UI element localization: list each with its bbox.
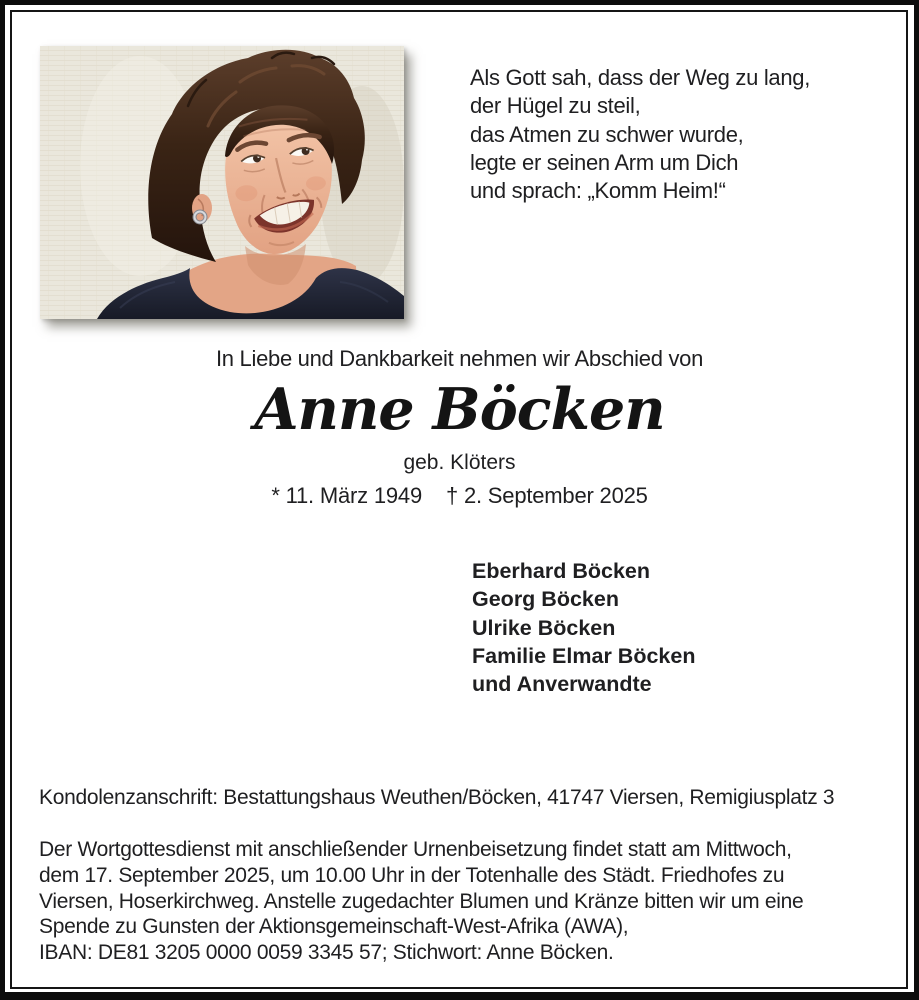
service-line: Spende zu Gunsten der Aktionsgemeinschaft-West-Afrika (AWA), xyxy=(39,915,629,939)
birth-date: * 11. März 1949 xyxy=(271,483,422,508)
mourners-list xyxy=(472,557,695,698)
portrait-photo xyxy=(40,46,404,319)
service-line: Der Wortgottesdienst mit anschließender Urnenbeisetzung findet statt am Mittwoch, xyxy=(39,838,792,861)
maiden-name: geb. Klöters xyxy=(403,451,516,474)
service-line: IBAN: DE81 3205 0000 0059 3345 57; Stichwort: Anne Böcken. xyxy=(39,941,614,965)
mourner-line: Ulrike Böcken xyxy=(472,615,616,640)
service-info xyxy=(39,837,803,966)
poem-line: und sprach: „Komm Heim!“ xyxy=(470,178,726,204)
mourner-line: Familie Elmar Böcken xyxy=(472,643,696,668)
deceased-name: Anne Böcken xyxy=(254,376,665,443)
poem-line: Als Gott sah, dass der Weg zu lang, xyxy=(470,65,811,90)
poem-line: legte er seinen Arm um Dich xyxy=(470,149,739,175)
mourner-line: Eberhard Böcken xyxy=(472,559,651,583)
mourner-line: Georg Böcken xyxy=(472,587,619,612)
service-line: dem 17. September 2025, um 10.00 Uhr in der Totenhalle des Städt. Friedhofes zu xyxy=(39,863,785,887)
portrait-illustration xyxy=(40,46,404,319)
poem-line: das Atmen zu schwer wurde, xyxy=(470,121,744,147)
mourner-line: und Anverwandte xyxy=(472,672,652,697)
service-line: Viersen, Hoserkirchweg. Anstelle zugedachter Blumen und Kränze bitten wir um eine xyxy=(39,889,804,913)
memorial-poem xyxy=(470,64,810,205)
condolence-address: Kondolenzanschrift: Bestattungshaus Weuthen/Böcken, 41747 Viersen, Remigiusplatz 3 xyxy=(39,786,835,809)
life-dates xyxy=(11,483,908,509)
poem-line: der Hügel zu steil, xyxy=(470,93,641,119)
farewell-line: In Liebe und Dankbarkeit nehmen wir Abschied von xyxy=(215,346,704,371)
death-date: † 2. September 2025 xyxy=(446,483,648,508)
